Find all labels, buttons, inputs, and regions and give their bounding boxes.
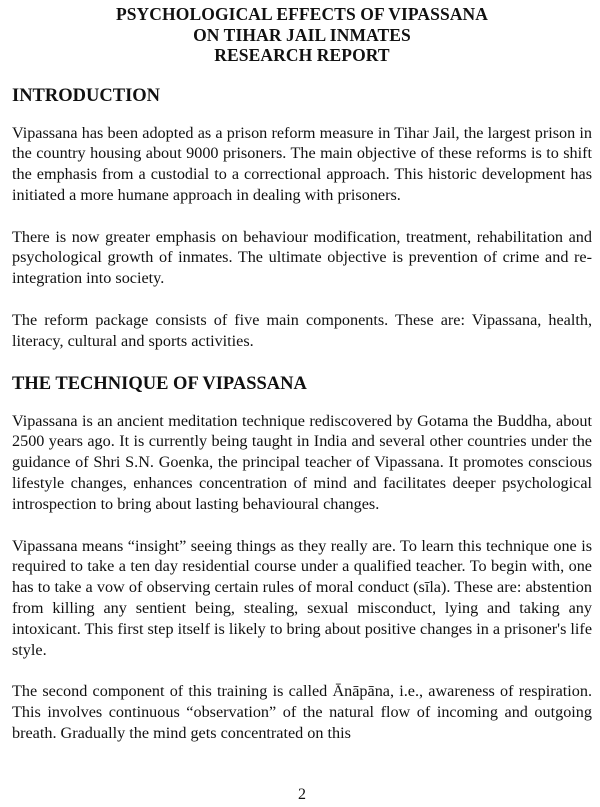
paragraph: There is now greater emphasis on behaviour modification, treatment, rehabilitation and psychological growth of inmates. The ultimate objective is prevention of crime and re-integration into society. [12, 227, 592, 288]
paragraph: Vipassana means “insight” seeing things as they really are. To learn this technique one is required to take a ten day residential course under a qualified teacher. To begin with, one has to take a vow of observing certain rules of moral conduct (sīla). These are: abstention from killing any sentient being, stealing, sexual misconduct, lying and taking any intoxicant. This first step itself is likely to bring about positive changes in a prisoner's life style. [12, 536, 592, 659]
paragraph: The reform package consists of five main components. These are: Vipassana, health, literacy, cultural and sports activities. [12, 311, 592, 350]
section-heading-technique: THE TECHNIQUE OF VIPASSANA [12, 373, 307, 394]
title-line-1: PSYCHOLOGICAL EFFECTS OF VIPASSANA [115, 4, 489, 24]
title-line-2: ON TIHAR JAIL INMATES [193, 24, 411, 45]
paragraph: Vipassana has been adopted as a prison reform measure in Tihar Jail, the largest prison in the country housing about 9000 prisoners. The main objective of these reforms is to shift the emphasis from a custodial to a correctional approach. This historic development has initiated a more humane approach in dealing with prisoners. [12, 123, 592, 204]
page-number: 2 [298, 786, 306, 803]
title-line-3: RESEARCH REPORT [214, 45, 390, 65]
report-title [12, 4, 592, 66]
document-page [12, 0, 592, 807]
section-heading-introduction: INTRODUCTION [12, 85, 161, 106]
paragraph: Vipassana is an ancient meditation technique rediscovered by Gotama the Buddha, about 2500 years ago. It is currently being taught in India and several other countries under the guidance of Shri S.N. Goenka, the principal teacher of Vipassana. It promotes conscious lifestyle changes, enhances concentration of mind and facilitates deeper psychological introspection to bring about lasting behavioural changes. [12, 411, 592, 513]
section-introduction [12, 85, 592, 352]
section-technique [12, 373, 592, 744]
paragraph: The second component of this training is called Ānāpāna, i.e., awareness of respiration. This involves continuous “observation” of the natural flow of incoming and outgoing breath. Gradually the mind gets concentrated on this [12, 682, 592, 743]
